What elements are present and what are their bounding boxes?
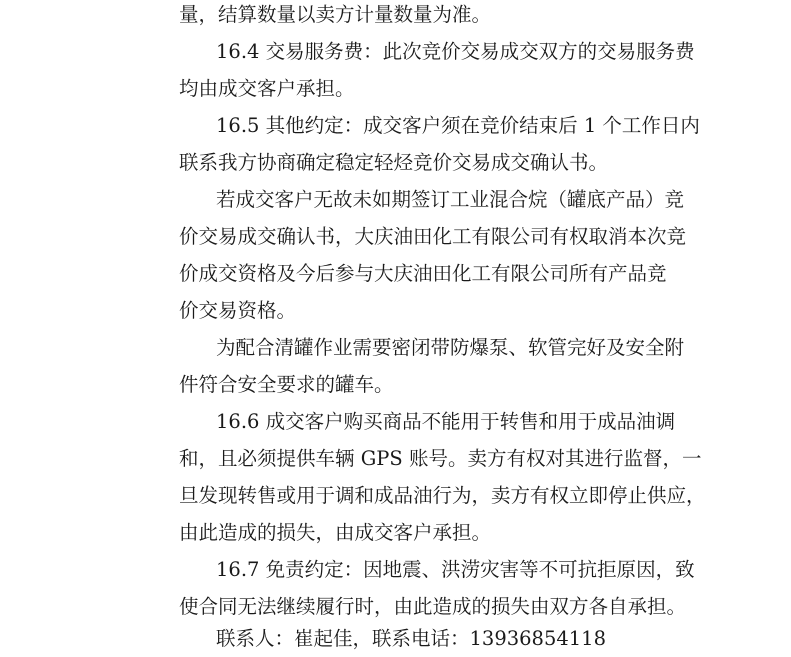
text-line-3: 均由成交客户承担。 <box>179 77 355 100</box>
text-line-2: 16.4 交易服务费：此次竞价交易成交双方的交易服务费 <box>216 40 695 63</box>
text-line-6: 若成交客户无故未如期签订工业混合烷（罐底产品）竞 <box>216 188 685 211</box>
text-line-16: 16.7 免责约定：因地震、洪涝灾害等不可抗拒原因，致 <box>216 558 695 581</box>
text-line-1: 量，结算数量以卖方计量数量为准。 <box>179 3 492 26</box>
text-line-9: 价交易资格。 <box>179 299 297 322</box>
text-line-17: 使合同无法继续履行时，由此造成的损失由双方各自承担。 <box>179 595 687 618</box>
text-line-7: 价交易成交确认书，大庆油田化工有限公司有权取消本次竞 <box>179 225 687 248</box>
text-line-14: 旦发现转售或用于调和成品油行为，卖方有权立即停止供应， <box>179 484 706 507</box>
text-line-5: 联系我方协商确定稳定轻烃竞价交易成交确认书。 <box>179 151 609 174</box>
text-line-12: 16.6 成交客户购买商品不能用于转售和用于成品油调 <box>216 410 676 433</box>
text-line-4: 16.5 其他约定：成交客户须在竞价结束后 1 个工作日内 <box>216 114 700 137</box>
text-line-10: 为配合清罐作业需要密闭带防爆泵、软管完好及安全附 <box>216 336 685 359</box>
contact-line: 联系人：崔起佳，联系电话：13936854118 <box>216 627 606 650</box>
text-line-15: 由此造成的损失，由成交客户承担。 <box>179 521 492 544</box>
text-line-13: 和，且必须提供车辆 GPS 账号。卖方有权对其进行监督，一 <box>179 447 702 470</box>
text-line-8: 价成交资格及今后参与大庆油田化工有限公司所有产品竞 <box>179 262 667 285</box>
text-line-11: 件符合安全要求的罐车。 <box>179 373 394 396</box>
